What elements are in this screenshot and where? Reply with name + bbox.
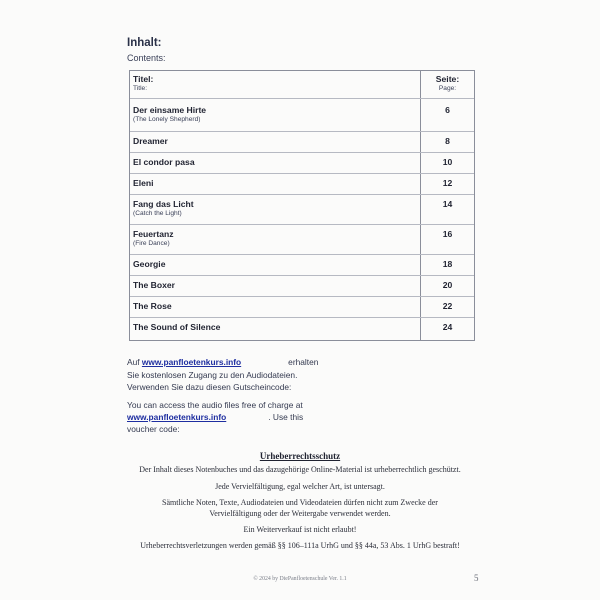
toc-header-row bbox=[130, 71, 474, 97]
toc-row bbox=[130, 275, 474, 297]
copyright-heading: Urheberrechtsschutz bbox=[259, 451, 341, 461]
toc-row bbox=[130, 296, 474, 318]
audio-info-en-line1: You can access the audio files free of charge at bbox=[127, 400, 303, 410]
audio-en-suffix: . Use this bbox=[268, 412, 304, 422]
song-page: 16 bbox=[442, 229, 453, 239]
audio-suffix: erhalten bbox=[288, 357, 319, 367]
song-page: 10 bbox=[442, 157, 453, 167]
audio-prefix: Auf bbox=[127, 357, 142, 367]
song-page: 6 bbox=[445, 105, 450, 115]
toc-row bbox=[130, 254, 474, 276]
song-page: 22 bbox=[442, 301, 453, 311]
copyright-line: Vervielfältigung oder der Weitergabe verwendet werden. bbox=[209, 509, 391, 518]
song-title: Georgie bbox=[133, 259, 166, 269]
audio-info-en-line3: voucher code: bbox=[127, 424, 180, 434]
song-title: Eleni bbox=[133, 178, 154, 188]
website-link[interactable]: www.panfloetenkurs.info bbox=[141, 357, 242, 367]
title-column-header: Titel: bbox=[133, 74, 154, 84]
song-page: 14 bbox=[442, 199, 453, 209]
toc-row bbox=[130, 194, 474, 225]
song-title: Dreamer bbox=[133, 136, 168, 146]
title-column-header-en: Title: bbox=[133, 85, 148, 92]
song-title: The Sound of Silence bbox=[133, 322, 221, 332]
page-column-header-en: Page: bbox=[438, 85, 457, 92]
audio-info-en-line2 bbox=[127, 412, 303, 422]
song-page: 12 bbox=[442, 178, 453, 188]
table-of-contents bbox=[129, 70, 475, 341]
contents-subheading: Contents: bbox=[127, 53, 166, 63]
song-subtitle: (The Lonely Shepherd) bbox=[133, 116, 201, 123]
toc-row bbox=[130, 224, 474, 255]
copyright-line: Jede Vervielfältigung, egal welcher Art, ist untersagt. bbox=[215, 482, 385, 491]
copyright-line: Der Inhalt dieses Notenbuches und das dazugehörige Online-Material ist urheberrechtlich geschützt. bbox=[139, 465, 461, 474]
song-title: El condor pasa bbox=[133, 157, 195, 167]
copyright-line: Sämtliche Noten, Texte, Audiodateien und Videodateien dürfen nicht zum Zwecke der bbox=[162, 498, 438, 507]
song-title: The Rose bbox=[133, 301, 172, 311]
website-link[interactable]: www.panfloetenkurs.info bbox=[127, 412, 227, 422]
song-title: Der einsame Hirte bbox=[133, 105, 207, 115]
song-subtitle: (Fire Dance) bbox=[133, 240, 170, 247]
page-number: 5 bbox=[474, 573, 479, 583]
audio-info-de-line3: Verwenden Sie dazu diesen Gutscheincode: bbox=[127, 382, 292, 392]
contents-heading: Inhalt: bbox=[127, 37, 162, 49]
copyright-line: Urheberrechtsverletzungen werden gemäß §§ 106–111a UrhG und §§ 44a, 53 Abs. 1 UrhG bestraft! bbox=[140, 541, 460, 550]
song-subtitle: (Catch the Light) bbox=[133, 210, 182, 217]
song-page: 8 bbox=[445, 136, 450, 146]
toc-row bbox=[130, 98, 474, 131]
toc-row bbox=[130, 173, 474, 195]
song-page: 18 bbox=[442, 259, 453, 269]
toc-row bbox=[130, 131, 474, 153]
footer-text: © 2024 by DiePanfloetenschule Ver. 1.1 bbox=[253, 576, 347, 582]
song-page: 20 bbox=[442, 280, 453, 290]
toc-row bbox=[130, 152, 474, 174]
audio-info-de-line1 bbox=[127, 357, 318, 367]
song-title: Feuertanz bbox=[133, 229, 174, 239]
song-page: 24 bbox=[442, 322, 453, 332]
song-title: The Boxer bbox=[133, 280, 176, 290]
song-title: Fang das Licht bbox=[133, 199, 194, 209]
toc-row bbox=[130, 317, 474, 341]
audio-info-de-line2: Sie kostenlosen Zugang zu den Audiodateien. bbox=[127, 370, 298, 380]
page-column-header: Seite: bbox=[435, 74, 460, 84]
copyright-line: Ein Weiterverkauf ist nicht erlaubt! bbox=[243, 525, 357, 534]
